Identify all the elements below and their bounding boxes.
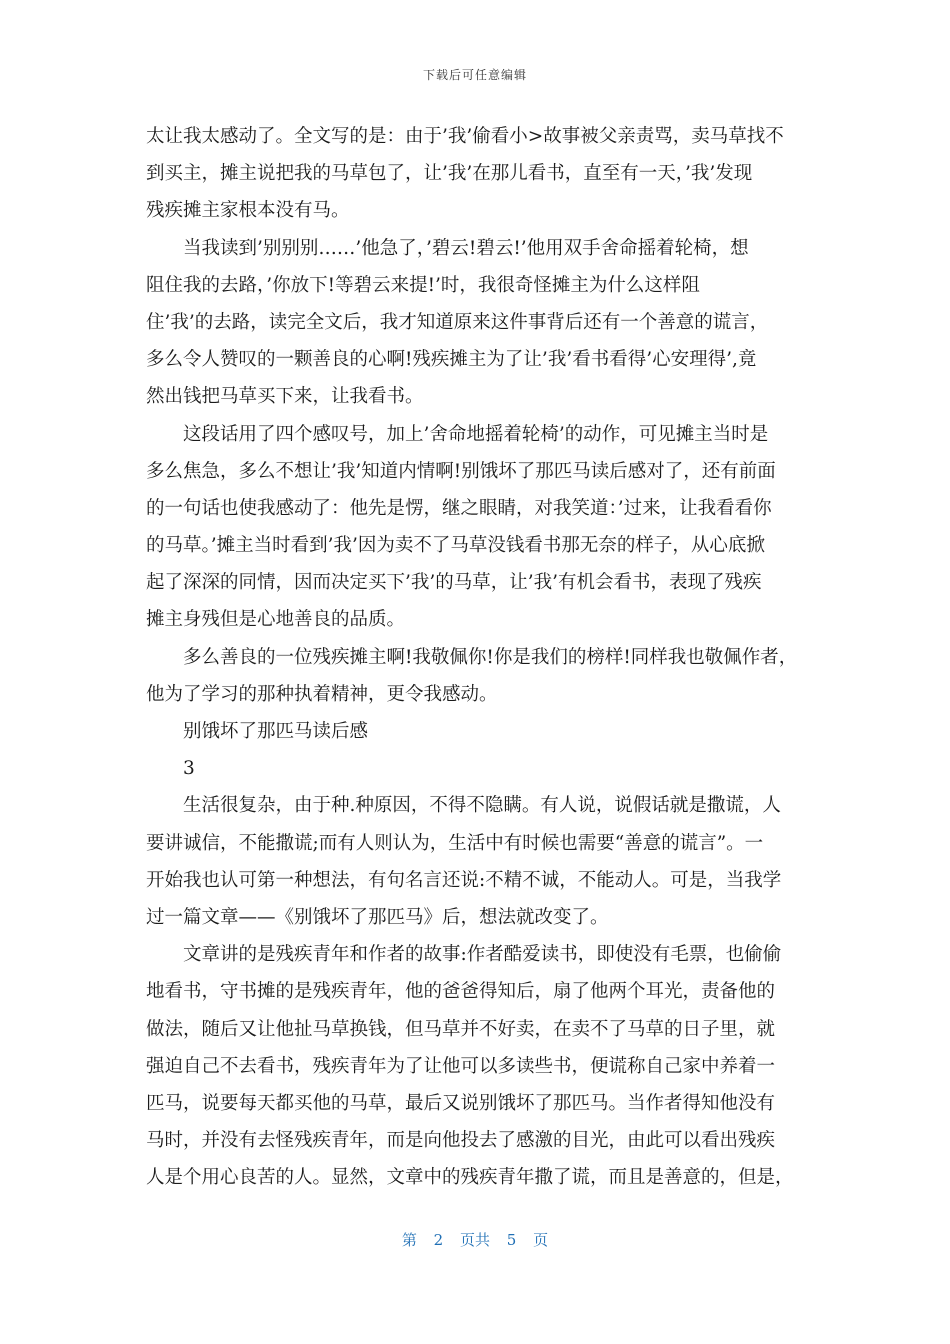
text-line: 生活很复杂，由于种.种原因，不得不隐瞒。有人说，说假话就是撒谎，人 <box>183 795 781 817</box>
text-line: 多么善良的一位残疾摊主啊!我敬佩你!你是我们的榜样!同样我也敬佩作者， <box>183 646 798 668</box>
text-line: 的一句话也使我感动了：他先是愣，继之眼睛，对我笑道：’过来，让我看看你 <box>146 497 772 519</box>
text-line: 多么令人赞叹的一颗善良的心啊!残疾摊主为了让’我’看书看得’心安理得’,竟 <box>146 349 757 371</box>
text-line: 这段话用了四个感叹号，加上’舍命地摇着轮椅’的动作，可见摊主当时是 <box>183 423 769 445</box>
text-line: 要讲诚信，不能撒谎;而有人则认为，生活中有时候也需要“善意的谎言”。一 <box>146 832 764 854</box>
text-line: 多么焦急，多么不想让’我’知道内情啊!别饿坏了那匹马读后感对了，还有前面 <box>146 460 776 482</box>
text-line: 文章讲的是残疾青年和作者的故事:作者酷爱读书，即使没有毛票，也偷偷 <box>183 944 782 966</box>
page-footer-middle: 页共 <box>459 1231 490 1249</box>
text-line: 3 <box>183 758 195 780</box>
text-line: 到买主，摊主说把我的马草包了，让’我’在那儿看书，直至有一天，’我’发现 <box>146 163 753 185</box>
text-line: 的马草。’摊主当时看到’我’因为卖不了马草没钱看书那无奈的样子，从心底掀 <box>146 535 765 557</box>
text-line: 住’我’的去路，读完全文后，我才知道原来这件事背后还有一个善意的谎言， <box>146 311 769 333</box>
text-line: 马时，并没有去怪残疾青年，而是向他投去了感激的目光，由此可以看出残疾 <box>146 1130 776 1152</box>
text-line: 他为了学习的那种执着精神，更令我感动。 <box>146 683 498 705</box>
text-line: 做法，随后又让他扯马草换钱，但马草并不好卖，在卖不了马草的日子里，就 <box>146 1018 776 1040</box>
text-line: 别饿坏了那匹马读后感 <box>183 721 369 742</box>
text-line: 开始我也认可第一种想法，有句名言还说:不精不诚，不能动人。可是，当我学 <box>146 869 782 891</box>
text-line: 人是个用心良苦的人。显然，文章中的残疾青年撒了谎，而且是善意的，但是， <box>146 1167 794 1189</box>
text-line: 匹马，说要每天都买他的马草，最后又说别饿坏了那匹马。当作者得知他没有 <box>146 1092 776 1114</box>
page-header: 下载后可任意编辑 <box>422 68 527 82</box>
text-line: 强迫自己不去看书，残疾青年为了让他可以多读些书，便谎称自己家中养着一 <box>146 1055 776 1077</box>
text-line: 过一篇文章——《别饿坏了那匹马》后，想法就改变了。 <box>146 906 609 928</box>
page-footer-suffix: 页 <box>533 1231 549 1249</box>
text-line: 摊主身残但是心地善良的品质。 <box>146 609 406 631</box>
text-line: 地看书，守书摊的是残疾青年，他的爸爸得知后，扇了他两个耳光，责备他的 <box>146 981 776 1003</box>
page-number-current: 2 <box>433 1231 444 1249</box>
text-line: 起了深深的同情，因而决定买下’我’的马草，让’我’有机会看书，表现了残疾 <box>146 572 762 594</box>
page-number-total: 5 <box>506 1231 517 1249</box>
page-footer-prefix: 第 <box>401 1231 417 1249</box>
text-line: 然出钱把马草买下来，让我看书。 <box>146 386 424 408</box>
page-footer <box>0 1229 950 1250</box>
text-line: 太让我太感动了。全文写的是：由于’我’偷看小>故事被父亲责骂，卖马草找不 <box>146 126 784 147</box>
document-body <box>146 118 826 1196</box>
text-line: 残疾摊主家根本没有马。 <box>146 200 350 222</box>
text-line: 阻住我的去路，’你放下!等碧云来提!’时，我很奇怪摊主为什么这样阻 <box>146 274 700 296</box>
text-line: 当我读到’别别别……’他急了，’碧云!碧云!’他用双手舍命摇着轮椅，想 <box>183 237 749 259</box>
